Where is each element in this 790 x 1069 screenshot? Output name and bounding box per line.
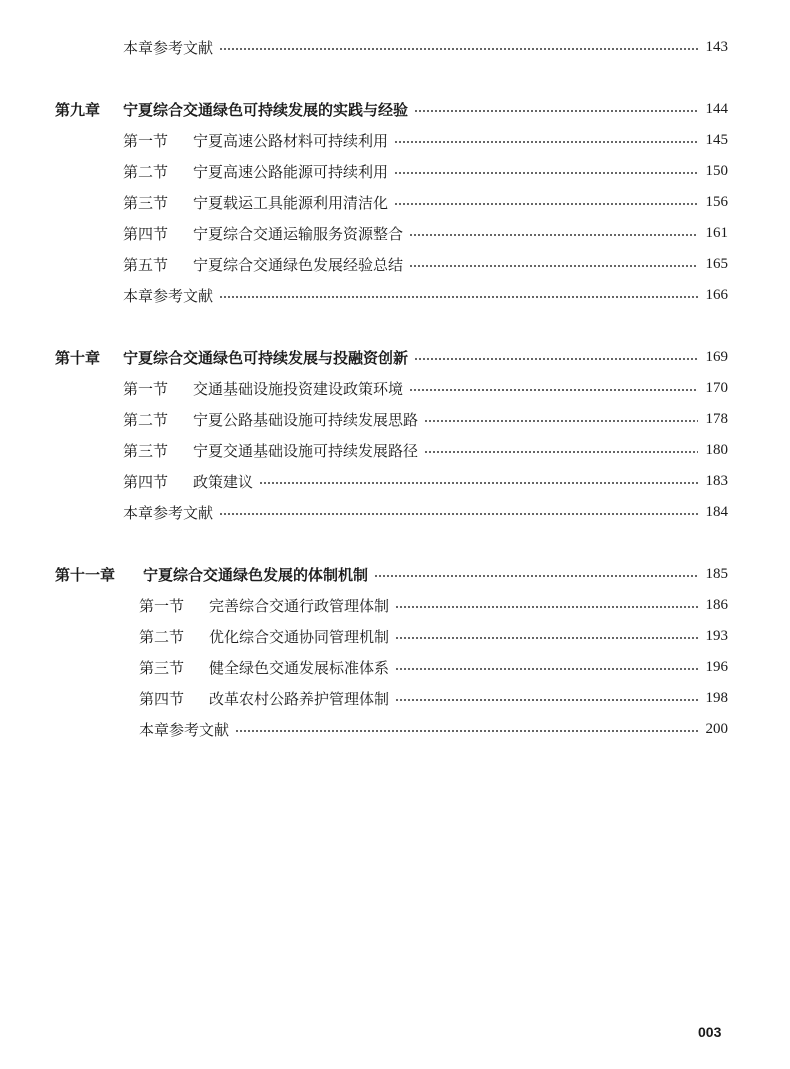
chapter-title: 宁夏综合交通绿色发展的体制机制 xyxy=(143,565,369,584)
section-number: 第五节 xyxy=(123,255,169,274)
entry-title: 本章参考文献 xyxy=(123,503,214,522)
entry-page: 170 xyxy=(705,379,728,396)
chapter-title: 宁夏综合交通绿色可持续发展的实践与经验 xyxy=(123,100,409,119)
section-number: 第二节 xyxy=(123,410,169,429)
entry-page: 150 xyxy=(705,162,728,179)
section-number: 第一节 xyxy=(123,379,169,398)
dot-leader xyxy=(259,482,697,484)
dot-leader xyxy=(409,234,697,236)
page-number: 003 xyxy=(698,1024,722,1040)
toc-entry-section[interactable] xyxy=(139,655,728,679)
entry-page: 185 xyxy=(705,565,728,582)
toc-entry-chapter[interactable] xyxy=(55,345,728,369)
dot-leader xyxy=(374,575,697,577)
entry-page: 143 xyxy=(705,38,728,55)
section-title: 优化综合交通协同管理机制 xyxy=(209,627,390,646)
section-number: 第三节 xyxy=(123,441,169,460)
dot-leader xyxy=(395,637,697,639)
section-title: 完善综合交通行政管理体制 xyxy=(209,596,390,615)
dot-leader xyxy=(394,141,697,143)
toc-entry-section[interactable] xyxy=(139,624,728,648)
dot-leader xyxy=(394,172,697,174)
entry-page: 165 xyxy=(705,255,728,272)
dot-leader xyxy=(235,730,697,732)
section-title: 健全绿色交通发展标准体系 xyxy=(209,658,390,677)
dot-leader xyxy=(414,110,697,112)
dot-leader xyxy=(395,699,697,701)
entry-title: 本章参考文献 xyxy=(123,38,214,57)
entry-page: 200 xyxy=(705,720,728,737)
toc-entry-section[interactable] xyxy=(139,593,728,617)
entry-page: 186 xyxy=(705,596,728,613)
section-number: 第四节 xyxy=(123,472,169,491)
entry-page: 196 xyxy=(705,658,728,675)
dot-leader xyxy=(219,513,697,515)
toc-entry-section[interactable] xyxy=(123,128,728,152)
toc-entry-references[interactable] xyxy=(123,35,728,59)
entry-title: 本章参考文献 xyxy=(123,286,214,305)
entry-page: 193 xyxy=(705,627,728,644)
dot-leader xyxy=(219,48,697,50)
entry-page: 178 xyxy=(705,410,728,427)
entry-page: 156 xyxy=(705,193,728,210)
section-title: 交通基础设施投资建设政策环境 xyxy=(193,379,404,398)
entry-page: 180 xyxy=(705,441,728,458)
toc-entry-section[interactable] xyxy=(139,686,728,710)
entry-page: 161 xyxy=(705,224,728,241)
entry-title: 本章参考文献 xyxy=(139,720,230,739)
section-title: 政策建议 xyxy=(193,472,254,491)
entry-page: 145 xyxy=(705,131,728,148)
section-title: 宁夏综合交通运输服务资源整合 xyxy=(193,224,404,243)
chapter-title: 宁夏综合交通绿色可持续发展与投融资创新 xyxy=(123,348,409,367)
toc-entry-section[interactable] xyxy=(123,252,728,276)
toc-entry-chapter[interactable] xyxy=(55,97,728,121)
dot-leader xyxy=(424,420,697,422)
section-title: 宁夏载运工具能源利用清洁化 xyxy=(193,193,389,212)
section-number: 第二节 xyxy=(123,162,169,181)
dot-leader xyxy=(394,203,697,205)
toc-entry-section[interactable] xyxy=(123,221,728,245)
section-number: 第四节 xyxy=(139,689,185,708)
entry-page: 169 xyxy=(705,348,728,365)
entry-page: 184 xyxy=(705,503,728,520)
dot-leader xyxy=(414,358,697,360)
section-title: 宁夏高速公路能源可持续利用 xyxy=(193,162,389,181)
toc-entry-references[interactable] xyxy=(123,283,728,307)
toc-entry-section[interactable] xyxy=(123,376,728,400)
section-number: 第一节 xyxy=(123,131,169,150)
section-title: 宁夏公路基础设施可持续发展思路 xyxy=(193,410,419,429)
toc-entry-section[interactable] xyxy=(123,159,728,183)
entry-page: 183 xyxy=(705,472,728,489)
dot-leader xyxy=(409,265,697,267)
toc-entry-section[interactable] xyxy=(123,438,728,462)
chapter-number: 第十章 xyxy=(55,348,101,367)
chapter-number: 第九章 xyxy=(55,100,101,119)
dot-leader xyxy=(424,451,697,453)
dot-leader xyxy=(395,668,697,670)
section-number: 第三节 xyxy=(123,193,169,212)
toc-entry-section[interactable] xyxy=(123,190,728,214)
dot-leader xyxy=(219,296,697,298)
section-title: 宁夏交通基础设施可持续发展路径 xyxy=(193,441,419,460)
toc-entry-section[interactable] xyxy=(123,469,728,493)
section-title: 宁夏高速公路材料可持续利用 xyxy=(193,131,389,150)
toc-entry-references[interactable] xyxy=(139,717,728,741)
section-number: 第一节 xyxy=(139,596,185,615)
section-title: 改革农村公路养护管理体制 xyxy=(209,689,390,708)
entry-page: 166 xyxy=(705,286,728,303)
toc-entry-references[interactable] xyxy=(123,500,728,524)
toc-entry-chapter[interactable] xyxy=(55,562,728,586)
section-title: 宁夏综合交通绿色发展经验总结 xyxy=(193,255,404,274)
entry-page: 198 xyxy=(705,689,728,706)
section-number: 第二节 xyxy=(139,627,185,646)
chapter-number: 第十一章 xyxy=(55,565,116,584)
entry-page: 144 xyxy=(705,100,728,117)
section-number: 第四节 xyxy=(123,224,169,243)
section-number: 第三节 xyxy=(139,658,185,677)
dot-leader xyxy=(395,606,697,608)
toc-entry-section[interactable] xyxy=(123,407,728,431)
dot-leader xyxy=(409,389,697,391)
